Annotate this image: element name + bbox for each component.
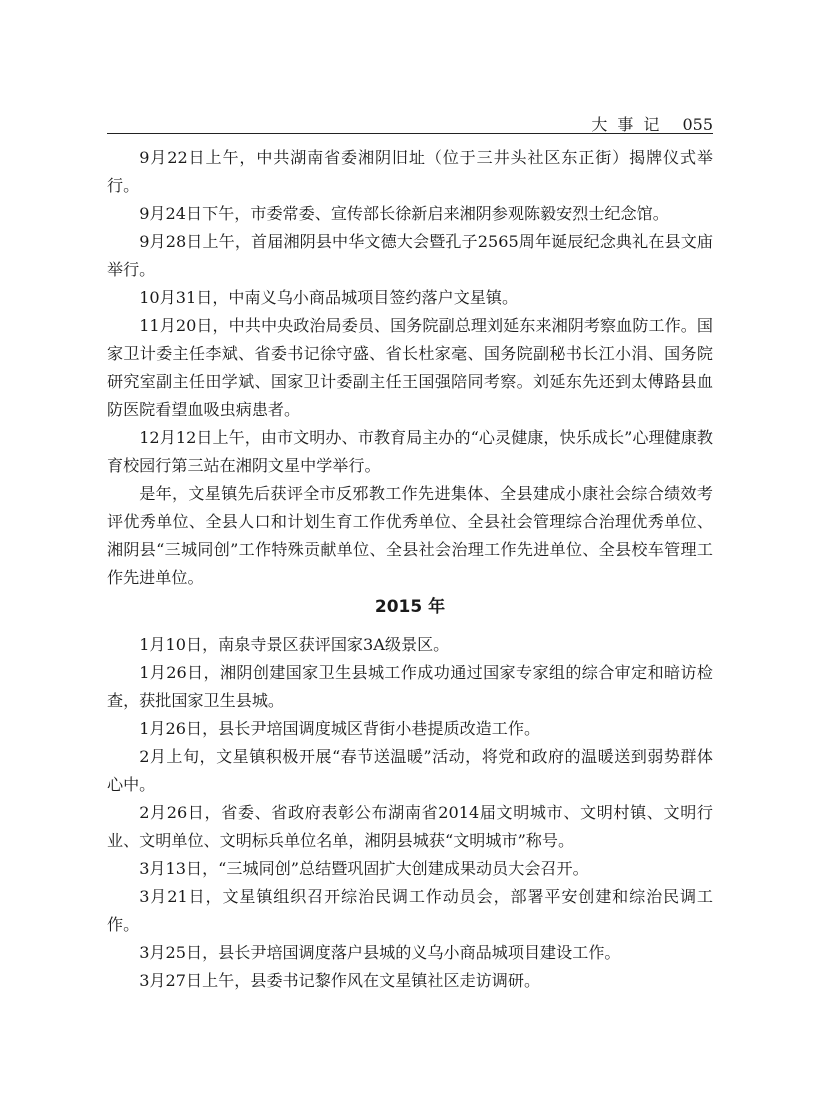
event-entry: 3月21日，文星镇组织召开综治民调工作动员会，部署平安创建和综治民调工作。: [107, 887, 713, 934]
events-2014-continued: [107, 144, 713, 592]
event-entry: 2月上旬，文星镇积极开展“春节送温暖”活动，将党和政府的温暖送到弱势群体心中。: [107, 747, 713, 794]
event-entry: 9月22日上午，中共湖南省委湘阴旧址（位于三井头社区东正街）揭牌仪式举行。: [107, 148, 713, 195]
running-header: [107, 112, 713, 132]
event-entry: 3月13日，“三城同创”总结暨巩固扩大创建成果动员大会召开。: [139, 859, 589, 878]
events-2015: [107, 631, 713, 995]
header-rule: [107, 133, 713, 134]
event-entry: 9月24日下午，市委常委、宣传部长徐新启来湘阴参观陈毅安烈士纪念馆。: [139, 204, 669, 223]
event-entry: 10月31日，中南义乌小商品城项目签约落户文星镇。: [139, 288, 519, 307]
event-entry: 1月26日，湘阴创建国家卫生县城工作成功通过国家专家组的综合审定和暗访检查，获批国家卫生县城。: [107, 663, 713, 710]
event-entry: 3月27日上午，县委书记黎作风在文星镇社区走访调研。: [139, 971, 541, 990]
event-entry: 1月26日，县长尹培国调度城区背街小巷提质改造工作。: [139, 719, 541, 738]
section-title: 大事记: [591, 115, 670, 134]
event-entry: 1月10日，南泉寺景区获评国家3A级景区。: [139, 635, 450, 654]
year-heading: 2015 年: [374, 597, 446, 617]
event-entry: 3月25日，县长尹培国调度落户县城的义乌小商品城项目建设工作。: [139, 943, 621, 962]
event-entry: 是年，文星镇先后获评全市反邪教工作先进集体、全县建成小康社会综合绩效考评优秀单位、全县人口和计划生育工作优秀单位、全县社会管理综合治理优秀单位、湘阴县“三城同创”工作特殊贡献单位、全县社会治理工作先进单位、全县校车管理工作先进单位。: [107, 484, 713, 587]
event-entry: 9月28日上午，首届湘阴县中华文德大会暨孔子2565周年诞辰纪念典礼在县文庙举行。: [107, 232, 713, 279]
event-entry: 2月26日，省委、省政府表彰公布湖南省2014届文明城市、文明村镇、文明行业、文明单位、文明标兵单位名单，湘阴县城获“文明城市”称号。: [107, 803, 713, 850]
event-entry: 12月12日上午，由市文明办、市教育局主办的“心灵健康，快乐成长”心理健康教育校园行第三站在湘阴文星中学举行。: [107, 428, 713, 475]
event-entry: 11月20日，中共中央政治局委员、国务院副总理刘延东来湘阴考察血防工作。国家卫计委主任李斌、省委书记徐守盛、省长杜家毫、国务院副秘书长江小涓、国务院研究室副主任田学斌、国家卫计委副主任王国强陪同考察。刘延东先还到太傅路县血防医院看望血吸虫病患者。: [107, 316, 713, 419]
page-number: 055: [682, 115, 713, 134]
